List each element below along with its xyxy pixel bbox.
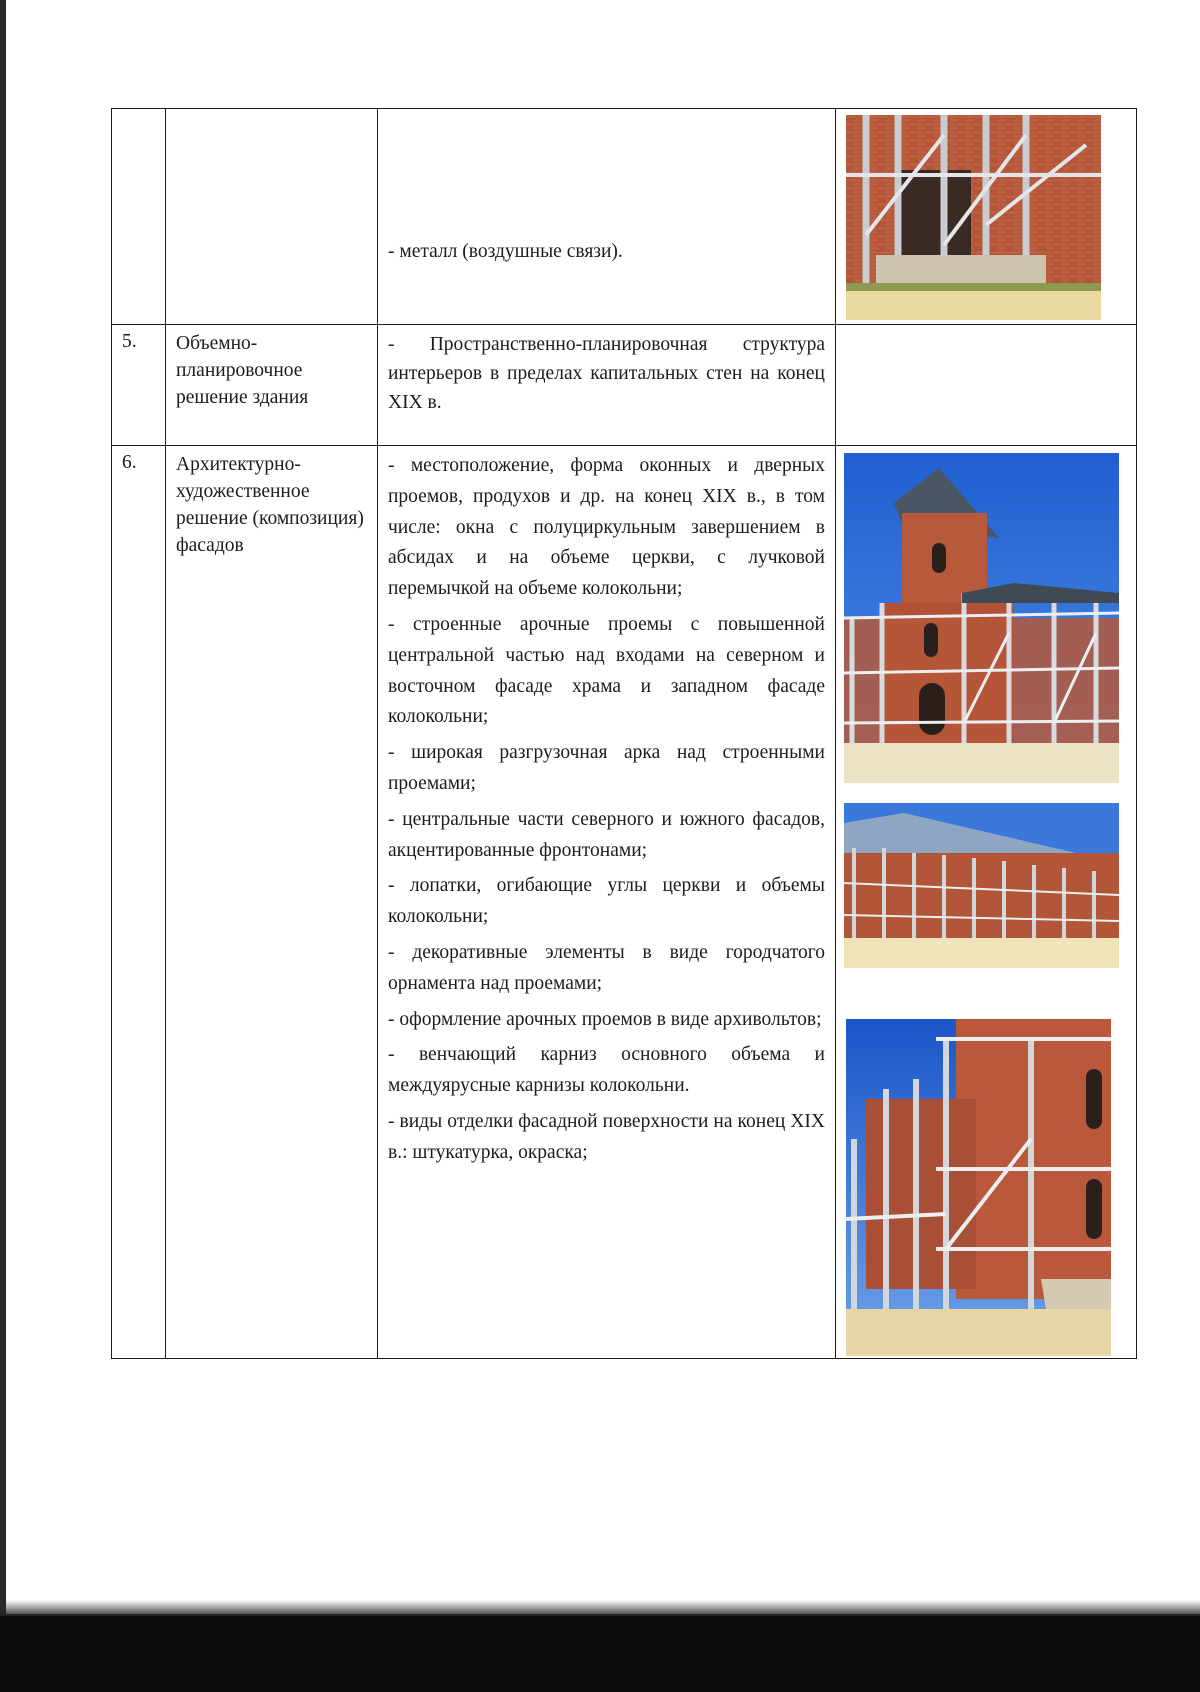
row-number: 5. <box>122 331 137 352</box>
description-list-item: - оформление арочных проемов в виде архивольтов; <box>388 1008 822 1030</box>
row-photo-cell <box>836 446 1137 1359</box>
description-list-item: - лопатки, огибающие углы церкви и объемы колокольни; <box>388 875 825 928</box>
description-list-item: - центральные части северного и южного фасадов, акцентированные фронтонами; <box>388 808 825 861</box>
description-list-item: - виды отделки фасадной поверхности на конец XIX в.: штукатурка, окраска; <box>388 1110 825 1163</box>
row-description: - металл (воздушные связи). <box>388 241 623 262</box>
row-number-cell <box>112 325 166 446</box>
photo-church-nave <box>844 803 1119 968</box>
row-photo-cell <box>836 109 1137 325</box>
row-description: - Пространственно-планировочная структура интерьеров в пределах капитальных стен на конец XIX в. <box>388 334 825 413</box>
scan-edge-left <box>0 0 6 1692</box>
row-name: Объемно-планировочное решение здания <box>176 333 309 408</box>
row-number-cell <box>112 446 166 1359</box>
photo-scaffold-wall <box>846 115 1101 320</box>
row-name-cell <box>166 109 378 325</box>
document-table <box>111 108 1137 1359</box>
row-description-cell <box>378 109 836 325</box>
description-list-item: - широкая разгрузочная арка над строенными проемами; <box>388 742 825 794</box>
row-number <box>112 109 165 115</box>
row-number-cell <box>112 109 166 325</box>
description-list-item: - венчающий карниз основного объема и междуярусные карнизы колокольни. <box>388 1044 825 1097</box>
photo-church-corner <box>846 1019 1111 1356</box>
row-description-cell <box>378 325 836 446</box>
row-name-cell <box>166 325 378 446</box>
table-row <box>112 325 1137 446</box>
table-row <box>112 446 1137 1359</box>
description-list-item: - декоративные элементы в виде городчатого орнамента над проемами; <box>388 941 825 994</box>
row-name-cell <box>166 446 378 1359</box>
photo-bell-tower <box>844 453 1119 783</box>
scan-bottom-band <box>0 1614 1200 1692</box>
row-name: Архитектурно-художественное решение (композиция) фасадов <box>176 454 364 556</box>
row-description-cell <box>378 446 836 1359</box>
row-number: 6. <box>122 452 137 473</box>
table-row <box>112 109 1137 325</box>
row-name <box>166 109 377 114</box>
description-list-item: - местоположение, форма оконных и дверных проемов, продухов и др. на конец XIX в., в том числе: окна с полуциркульным завершением в абсидах и на объеме церкви, с лучковой перемычкой на объеме колокольни; <box>388 455 825 600</box>
row-description <box>378 446 835 1169</box>
row-photo-cell <box>836 325 1137 446</box>
description-list-item: - строенные арочные проемы с повышенной центральной частью над входами на северном и восточном фасаде храма и западном фасаде колокольни; <box>388 613 825 728</box>
